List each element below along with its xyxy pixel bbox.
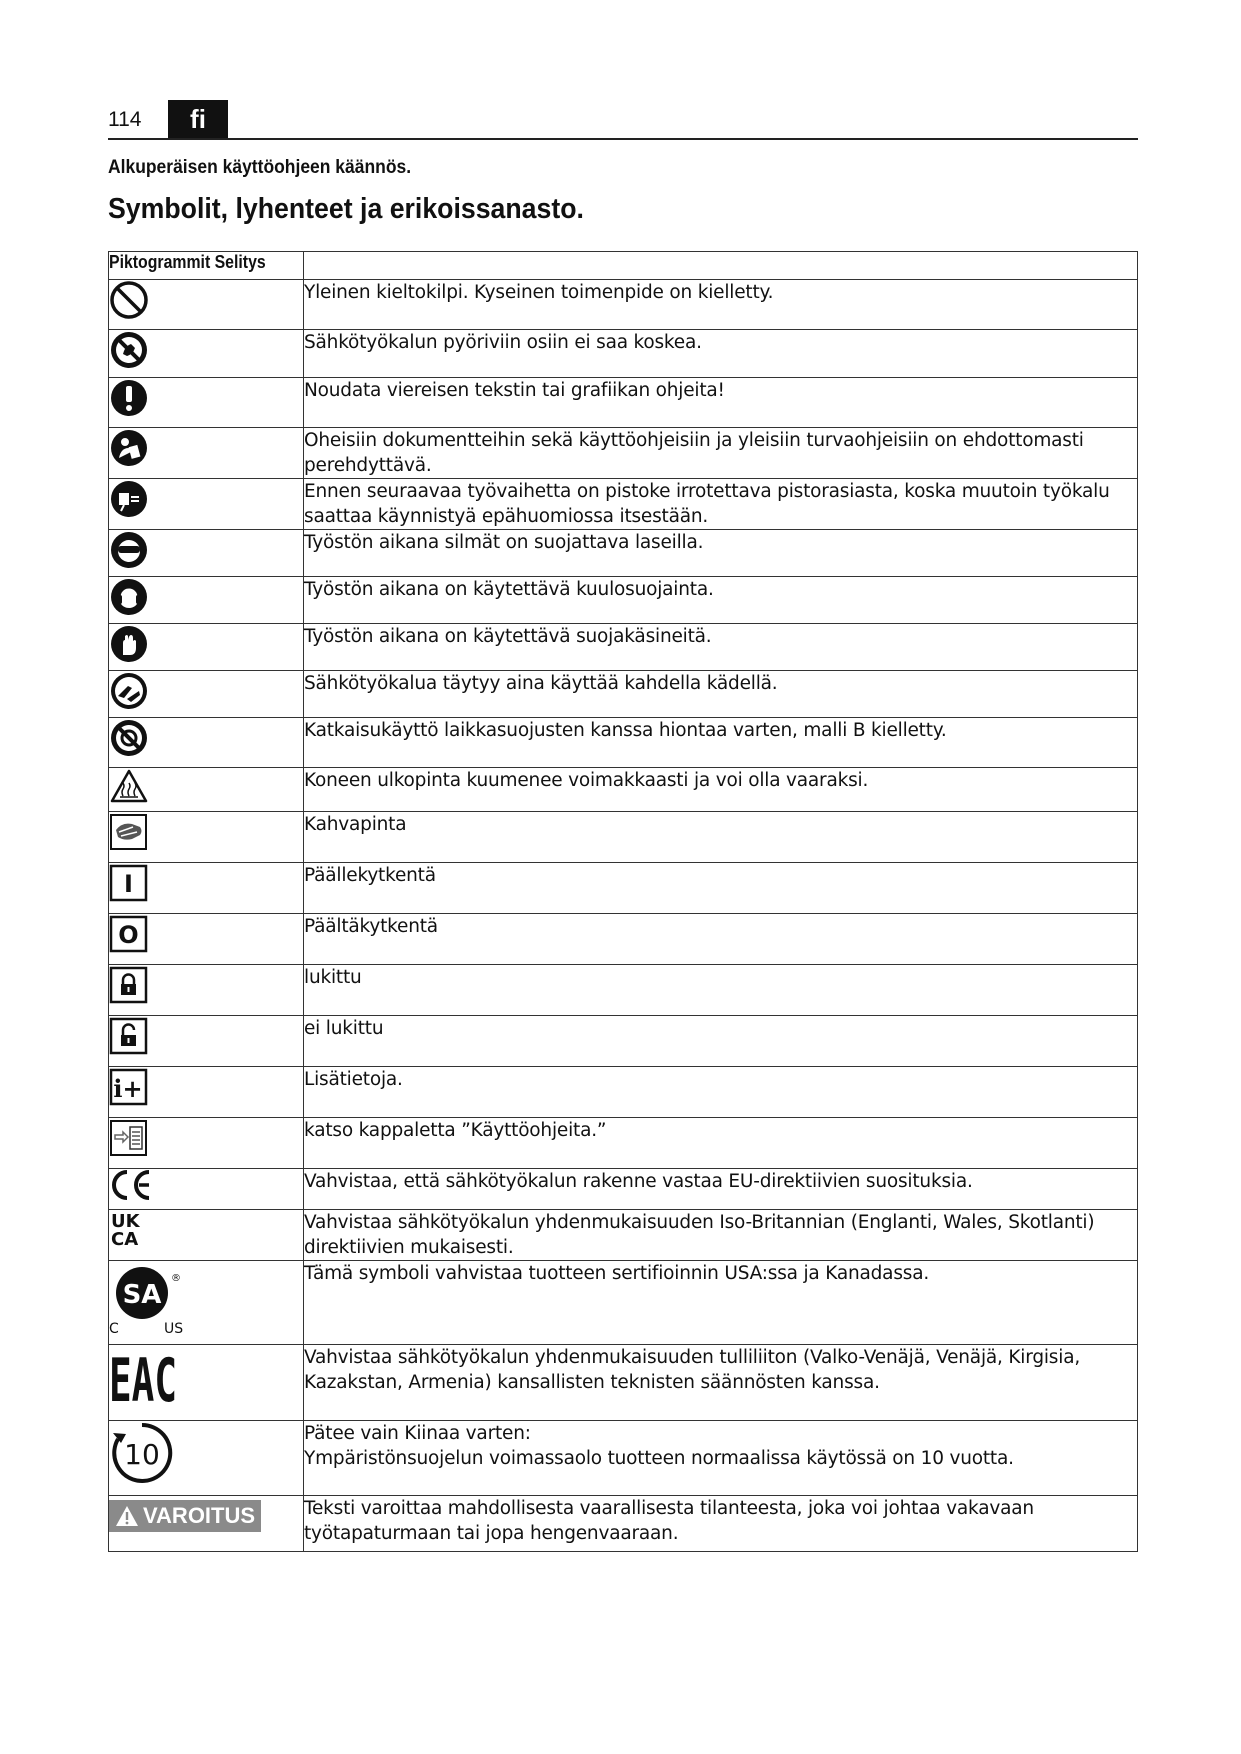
description: Ennen seuraavaa työvaihetta on pistoke irrotettava pistorasiasta, koska muutoin työkalu saattaa käynnistyä epähuomiossa itsestään. xyxy=(304,479,1138,530)
icon-cell xyxy=(109,914,304,965)
icon-cell xyxy=(109,1067,304,1118)
description: Päällekytkentä xyxy=(304,863,1138,914)
no-cutting-icon xyxy=(109,718,149,758)
see-chapter-icon xyxy=(109,1118,149,1158)
description-line: Ympäristönsuojelun voimassaolo tuotteen normaalissa käytössä on 10 vuotta. xyxy=(304,1448,1014,1469)
table-row xyxy=(109,577,1138,624)
icon-cell xyxy=(109,1210,304,1261)
description: Yleinen kieltokilpi. Kyseinen toimenpide on kielletty. xyxy=(304,280,1138,330)
description-line: Pätee vain Kiinaa varten: xyxy=(304,1423,531,1444)
info-icon xyxy=(109,1067,149,1107)
table-row xyxy=(109,1169,1138,1210)
grip-surface-icon xyxy=(109,812,149,852)
description: Sähkötyökalun pyöriviin osiin ei saa koskea. xyxy=(304,330,1138,378)
icon-cell xyxy=(109,530,304,577)
svg-text:SA: SA xyxy=(122,1280,162,1310)
table-row xyxy=(109,1210,1138,1261)
gloves-icon xyxy=(109,624,149,664)
unlocked-icon xyxy=(109,1016,149,1056)
table-row xyxy=(109,671,1138,718)
svg-text:CA: CA xyxy=(111,1229,139,1250)
icon-cell xyxy=(109,1421,304,1496)
description: Päältäkytkentä xyxy=(304,914,1138,965)
description: Tämä symboli vahvistaa tuotteen sertifioinnin USA:ssa ja Kanadassa. xyxy=(304,1261,1138,1345)
description: Työstön aikana on käytettävä suojakäsineitä. xyxy=(304,624,1138,671)
description: Noudata viereisen tekstin tai grafiikan ohjeita! xyxy=(304,378,1138,428)
description: Oheisiin dokumentteihin sekä käyttöohjeisiin ja yleisiin turvaohjeisiin on ehdottomasti perehdyttävä. xyxy=(304,428,1138,479)
hot-surface-icon xyxy=(109,768,149,804)
description: Lisätietoja. xyxy=(304,1067,1138,1118)
table-row xyxy=(109,1016,1138,1067)
svg-text:10: 10 xyxy=(124,1438,160,1471)
warning-label-icon xyxy=(109,1500,261,1532)
no-touch-icon xyxy=(109,330,149,370)
table-row xyxy=(109,863,1138,914)
description xyxy=(304,1421,1138,1496)
table-row xyxy=(109,1421,1138,1496)
svg-text:UK: UK xyxy=(111,1211,140,1232)
ear-protection-icon xyxy=(109,577,149,617)
description: Vahvistaa, että sähkötyökalun rakenne vastaa EU-direktiivien suosituksia. xyxy=(304,1169,1138,1210)
document-subtitle: Alkuperäisen käyttöohjeen käännös. xyxy=(108,157,412,178)
description: Vahvistaa sähkötyökalun yhdenmukaisuuden Iso-Britannian (Englanti, Wales, Skotlanti) direktiivien mukaisesti. xyxy=(304,1210,1138,1261)
icon-cell xyxy=(109,863,304,914)
table-row xyxy=(109,914,1138,965)
symbols-table xyxy=(108,251,1138,1552)
csa-mark-icon xyxy=(109,1261,189,1335)
page-number: 114 xyxy=(108,108,142,131)
page-title: Symbolit, lyhenteet ja erikoissanasto. xyxy=(108,193,584,225)
unplug-icon xyxy=(109,479,149,519)
eye-protection-icon xyxy=(109,530,149,570)
svg-text:i+: i+ xyxy=(113,1074,143,1103)
icon-cell xyxy=(109,1016,304,1067)
table-row xyxy=(109,965,1138,1016)
table-row xyxy=(109,330,1138,378)
icon-cell xyxy=(109,1496,304,1552)
read-manual-icon xyxy=(109,428,149,468)
icon-cell xyxy=(109,812,304,863)
table-row xyxy=(109,1261,1138,1345)
icon-cell xyxy=(109,428,304,479)
icon-cell xyxy=(109,378,304,428)
table-row xyxy=(109,624,1138,671)
icon-cell xyxy=(109,1169,304,1210)
switch-on-icon xyxy=(109,863,149,903)
icon-cell xyxy=(109,718,304,768)
description: Vahvistaa sähkötyökalun yhdenmukaisuuden tulliliiton (Valko-Venäjä, Venäjä, Kirgisia, Kazakstan, Armenia) kansallisten teknisten säännösten kanssa. xyxy=(304,1345,1138,1421)
china-10-years-icon xyxy=(109,1421,175,1485)
warning-triangle-icon xyxy=(115,1505,139,1527)
table-row xyxy=(109,378,1138,428)
icon-cell xyxy=(109,671,304,718)
icon-cell xyxy=(109,624,304,671)
header-label: Piktogrammit Selitys xyxy=(109,252,266,272)
table-row xyxy=(109,1496,1138,1552)
ukca-mark-icon xyxy=(109,1210,149,1248)
table-row xyxy=(109,428,1138,479)
prohibition-icon xyxy=(109,280,149,320)
warning-label-text: VAROITUS xyxy=(143,1503,256,1528)
table-row xyxy=(109,718,1138,768)
icon-cell xyxy=(109,1345,304,1421)
description: Teksti varoittaa mahdollisesta vaarallisesta tilanteesta, joka voi johtaa vakavaan työtapaturmaan tai jopa hengenvaaraan. xyxy=(304,1496,1138,1552)
ce-mark-icon xyxy=(109,1169,153,1201)
header-cell-empty xyxy=(304,252,1138,280)
description: katso kappaletta ”Käyttöohjeita.” xyxy=(304,1118,1138,1169)
svg-text:US: US xyxy=(164,1321,184,1337)
table-row xyxy=(109,530,1138,577)
header-cell xyxy=(109,252,304,280)
two-hands-icon xyxy=(109,671,149,711)
icon-cell xyxy=(109,577,304,624)
icon-cell xyxy=(109,768,304,812)
icon-cell xyxy=(109,965,304,1016)
description: Työstön aikana on käytettävä kuulosuojainta. xyxy=(304,577,1138,624)
table-row xyxy=(109,1345,1138,1421)
description: ei lukittu xyxy=(304,1016,1138,1067)
icon-cell xyxy=(109,330,304,378)
svg-text:O: O xyxy=(118,921,139,949)
table-row xyxy=(109,1118,1138,1169)
svg-text:®: ® xyxy=(171,1273,181,1284)
description: Katkaisukäyttö laikkasuojusten kanssa hiontaa varten, malli B kielletty. xyxy=(304,718,1138,768)
icon-cell xyxy=(109,280,304,330)
icon-cell xyxy=(109,1118,304,1169)
locked-icon xyxy=(109,965,149,1005)
switch-off-icon xyxy=(109,914,149,954)
description: Kahvapinta xyxy=(304,812,1138,863)
eac-mark-icon xyxy=(109,1345,179,1416)
icon-cell xyxy=(109,479,304,530)
description: Sähkötyökalua täytyy aina käyttää kahdella kädellä. xyxy=(304,671,1138,718)
table-row xyxy=(109,1067,1138,1118)
exclamation-icon xyxy=(109,378,149,418)
table-row xyxy=(109,768,1138,812)
icon-cell xyxy=(109,1261,304,1345)
svg-text:I: I xyxy=(124,870,133,898)
description: Koneen ulkopinta kuumenee voimakkaasti ja voi olla vaaraksi. xyxy=(304,768,1138,812)
language-tab: fi xyxy=(168,100,228,138)
table-header-row xyxy=(109,252,1138,280)
description: Työstön aikana silmät on suojattava laseilla. xyxy=(304,530,1138,577)
table-row xyxy=(109,479,1138,530)
svg-text:C: C xyxy=(109,1321,119,1337)
page-header xyxy=(108,100,1138,140)
description: lukittu xyxy=(304,965,1138,1016)
table-row xyxy=(109,812,1138,863)
svg-text:EAC: EAC xyxy=(109,1346,177,1416)
table-row xyxy=(109,280,1138,330)
